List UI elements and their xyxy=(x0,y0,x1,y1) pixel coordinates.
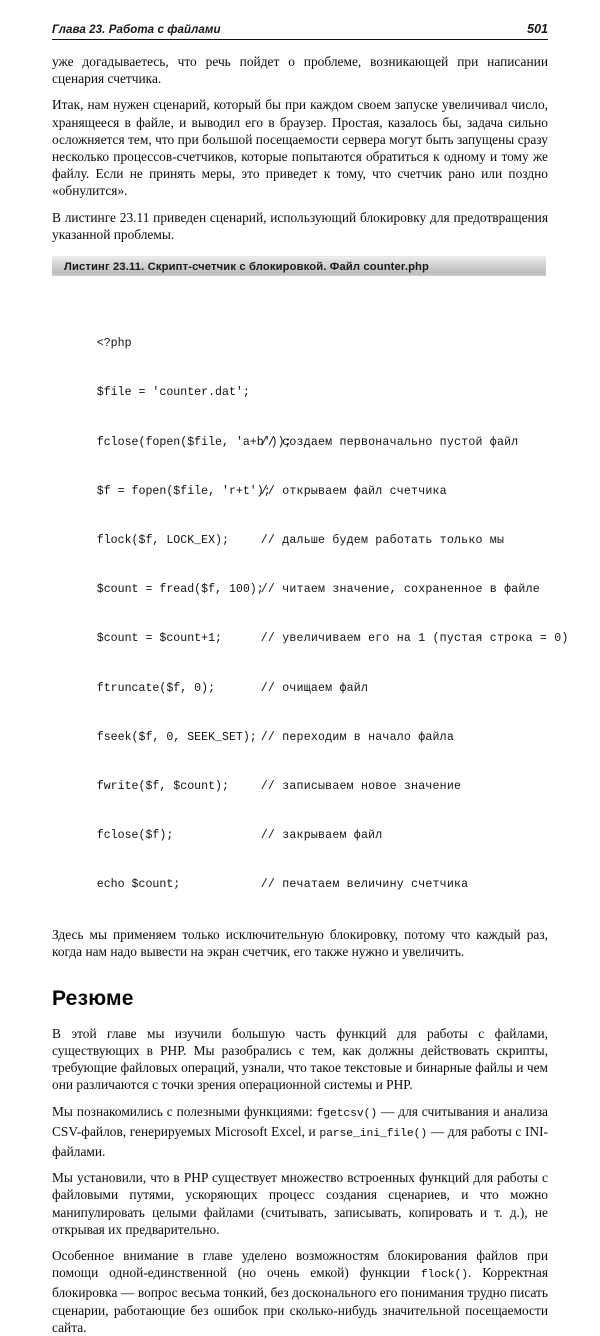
code-line xyxy=(55,763,548,794)
paragraph-summary-2 xyxy=(52,1103,548,1161)
code-line xyxy=(55,664,548,695)
page-number: 501 xyxy=(527,22,548,36)
code-source: $count = $count+1; xyxy=(96,632,222,646)
inline-code-parse-ini-file: parse_ini_file() xyxy=(319,1127,428,1140)
code-source: flock($f, LOCK_EX); xyxy=(96,534,229,548)
summary-4-text-b: . Корректная блокировка — вопрос весьма тонкий, без досконального его понимания трудно писать сценарии, работающие без ошибок при сколько-нибудь значительной посещаемости сайта. xyxy=(52,1265,548,1335)
section-heading-summary: Резюме xyxy=(52,986,134,1010)
summary-2-text-c: — для работы с INI-файлами. xyxy=(52,1123,548,1159)
code-line xyxy=(55,861,548,892)
code-line xyxy=(55,369,548,400)
code-comment: // записываем новое значение xyxy=(260,780,462,794)
code-line xyxy=(55,713,548,744)
code-line xyxy=(55,566,548,597)
code-line xyxy=(55,467,548,498)
code-line xyxy=(55,320,548,351)
paragraph-summary-3: Мы установили, что в PHP существует множество встроенных функций для работы с файловыми путями, ускоряющих процесс создания сценариев, и что можно манипулировать целыми файлами (считывать, записывать, копировать и т. д.), не открывая их предварительно. xyxy=(52,1170,548,1237)
code-comment: // увеличиваем его на 1 (пустая строка = 0) xyxy=(260,632,569,646)
code-comment: // печатаем величину счетчика xyxy=(260,878,469,892)
summary-2-text-a: Мы познакомились с полезными функциями: xyxy=(52,1103,317,1119)
inline-code-flock: flock() xyxy=(420,1269,468,1282)
summary-2-text-b: — для считывания и анализа CSV-файлов, генерируемых Microsoft Excel, и xyxy=(52,1103,548,1139)
code-comment: // закрываем файл xyxy=(260,829,383,843)
code-source: fseek($f, 0, SEEK_SET); xyxy=(96,730,257,744)
paragraph-continued: уже догадываетесь, что речь пойдет о проблеме, возникающей при написании сценария счетчика. xyxy=(52,54,548,87)
running-head xyxy=(52,22,548,40)
paragraph-task-description: Итак, нам нужен сценарий, который бы при каждом своем запуске увеличивал число, хранящееся в файле, и выводил его в браузер. Простая, казалось бы, задача сильно осложняется тем, что при большой посещаемости сервера могут быть запущены сразу несколько процессов-счетчиков, которые попытаются обратиться к одному и тому же файлу. Если не принять меры, это приведет к тому, что счетчик рано или поздно «обнулится». xyxy=(52,97,548,199)
code-source: fclose(fopen($file, 'a+b')); xyxy=(96,435,292,449)
code-line xyxy=(55,418,548,449)
code-listing xyxy=(55,287,569,910)
code-source: $file = 'counter.dat'; xyxy=(96,386,250,400)
code-comment: // очищаем файл xyxy=(260,681,369,695)
code-line xyxy=(55,615,569,646)
code-comment: // переходим в начало файла xyxy=(260,730,454,744)
paragraph-summary-4 xyxy=(52,1247,548,1336)
code-comment: // открываем файл счетчика xyxy=(260,484,447,498)
code-comment: // создаем первоначально пустой файл xyxy=(260,435,519,449)
paragraph-summary-1: В этой главе мы изучили большую часть функций для работы с файлами, существующих в PHP. Мы разобрались с тем, как должны действовать скрипты, требующие файловых операций, узнали, что такое текстовые и бинарные файлы и чем они различаются с точки зрения операционной системы и PHP. xyxy=(52,1025,548,1093)
code-comment: // дальше будем работать только мы xyxy=(260,534,505,548)
code-comment: // читаем значение, сохраненное в файле xyxy=(260,583,540,597)
code-source: ftruncate($f, 0); xyxy=(96,681,216,695)
paragraph-after-listing: Здесь мы применяем только исключительную блокировку, потому что каждый раз, когда нам надо вывести на экран счетчик, его также нужно и увеличить. xyxy=(52,927,548,960)
paragraph-listing-intro: В листинге 23.11 приведен сценарий, использующий блокировку для предотвращения указанной проблемы. xyxy=(52,209,548,242)
inline-code-fgetcsv: fgetcsv() xyxy=(316,1107,378,1120)
code-source: $f = fopen($file, 'r+t'); xyxy=(96,484,271,498)
listing-caption-text: Листинг 23.11. Скрипт-счетчик с блокировкой. Файл counter.php xyxy=(64,260,430,273)
code-source: fwrite($f, $count); xyxy=(96,780,229,794)
code-line xyxy=(55,812,548,843)
listing-caption-bar xyxy=(52,256,546,276)
summary-4-text-a: Особенное внимание в главе уделено возможностям блокирования файлов при помощи одной-единственной (но очень емкой) функции xyxy=(52,1247,548,1281)
code-source: fclose($f); xyxy=(96,829,174,843)
code-source: <?php xyxy=(96,337,132,351)
running-head-chapter-title: Глава 23. Работа с файлами xyxy=(52,24,221,36)
code-source: $count = fread($f, 100); xyxy=(96,583,264,597)
code-line xyxy=(55,517,548,548)
code-source: echo $count; xyxy=(96,878,181,892)
